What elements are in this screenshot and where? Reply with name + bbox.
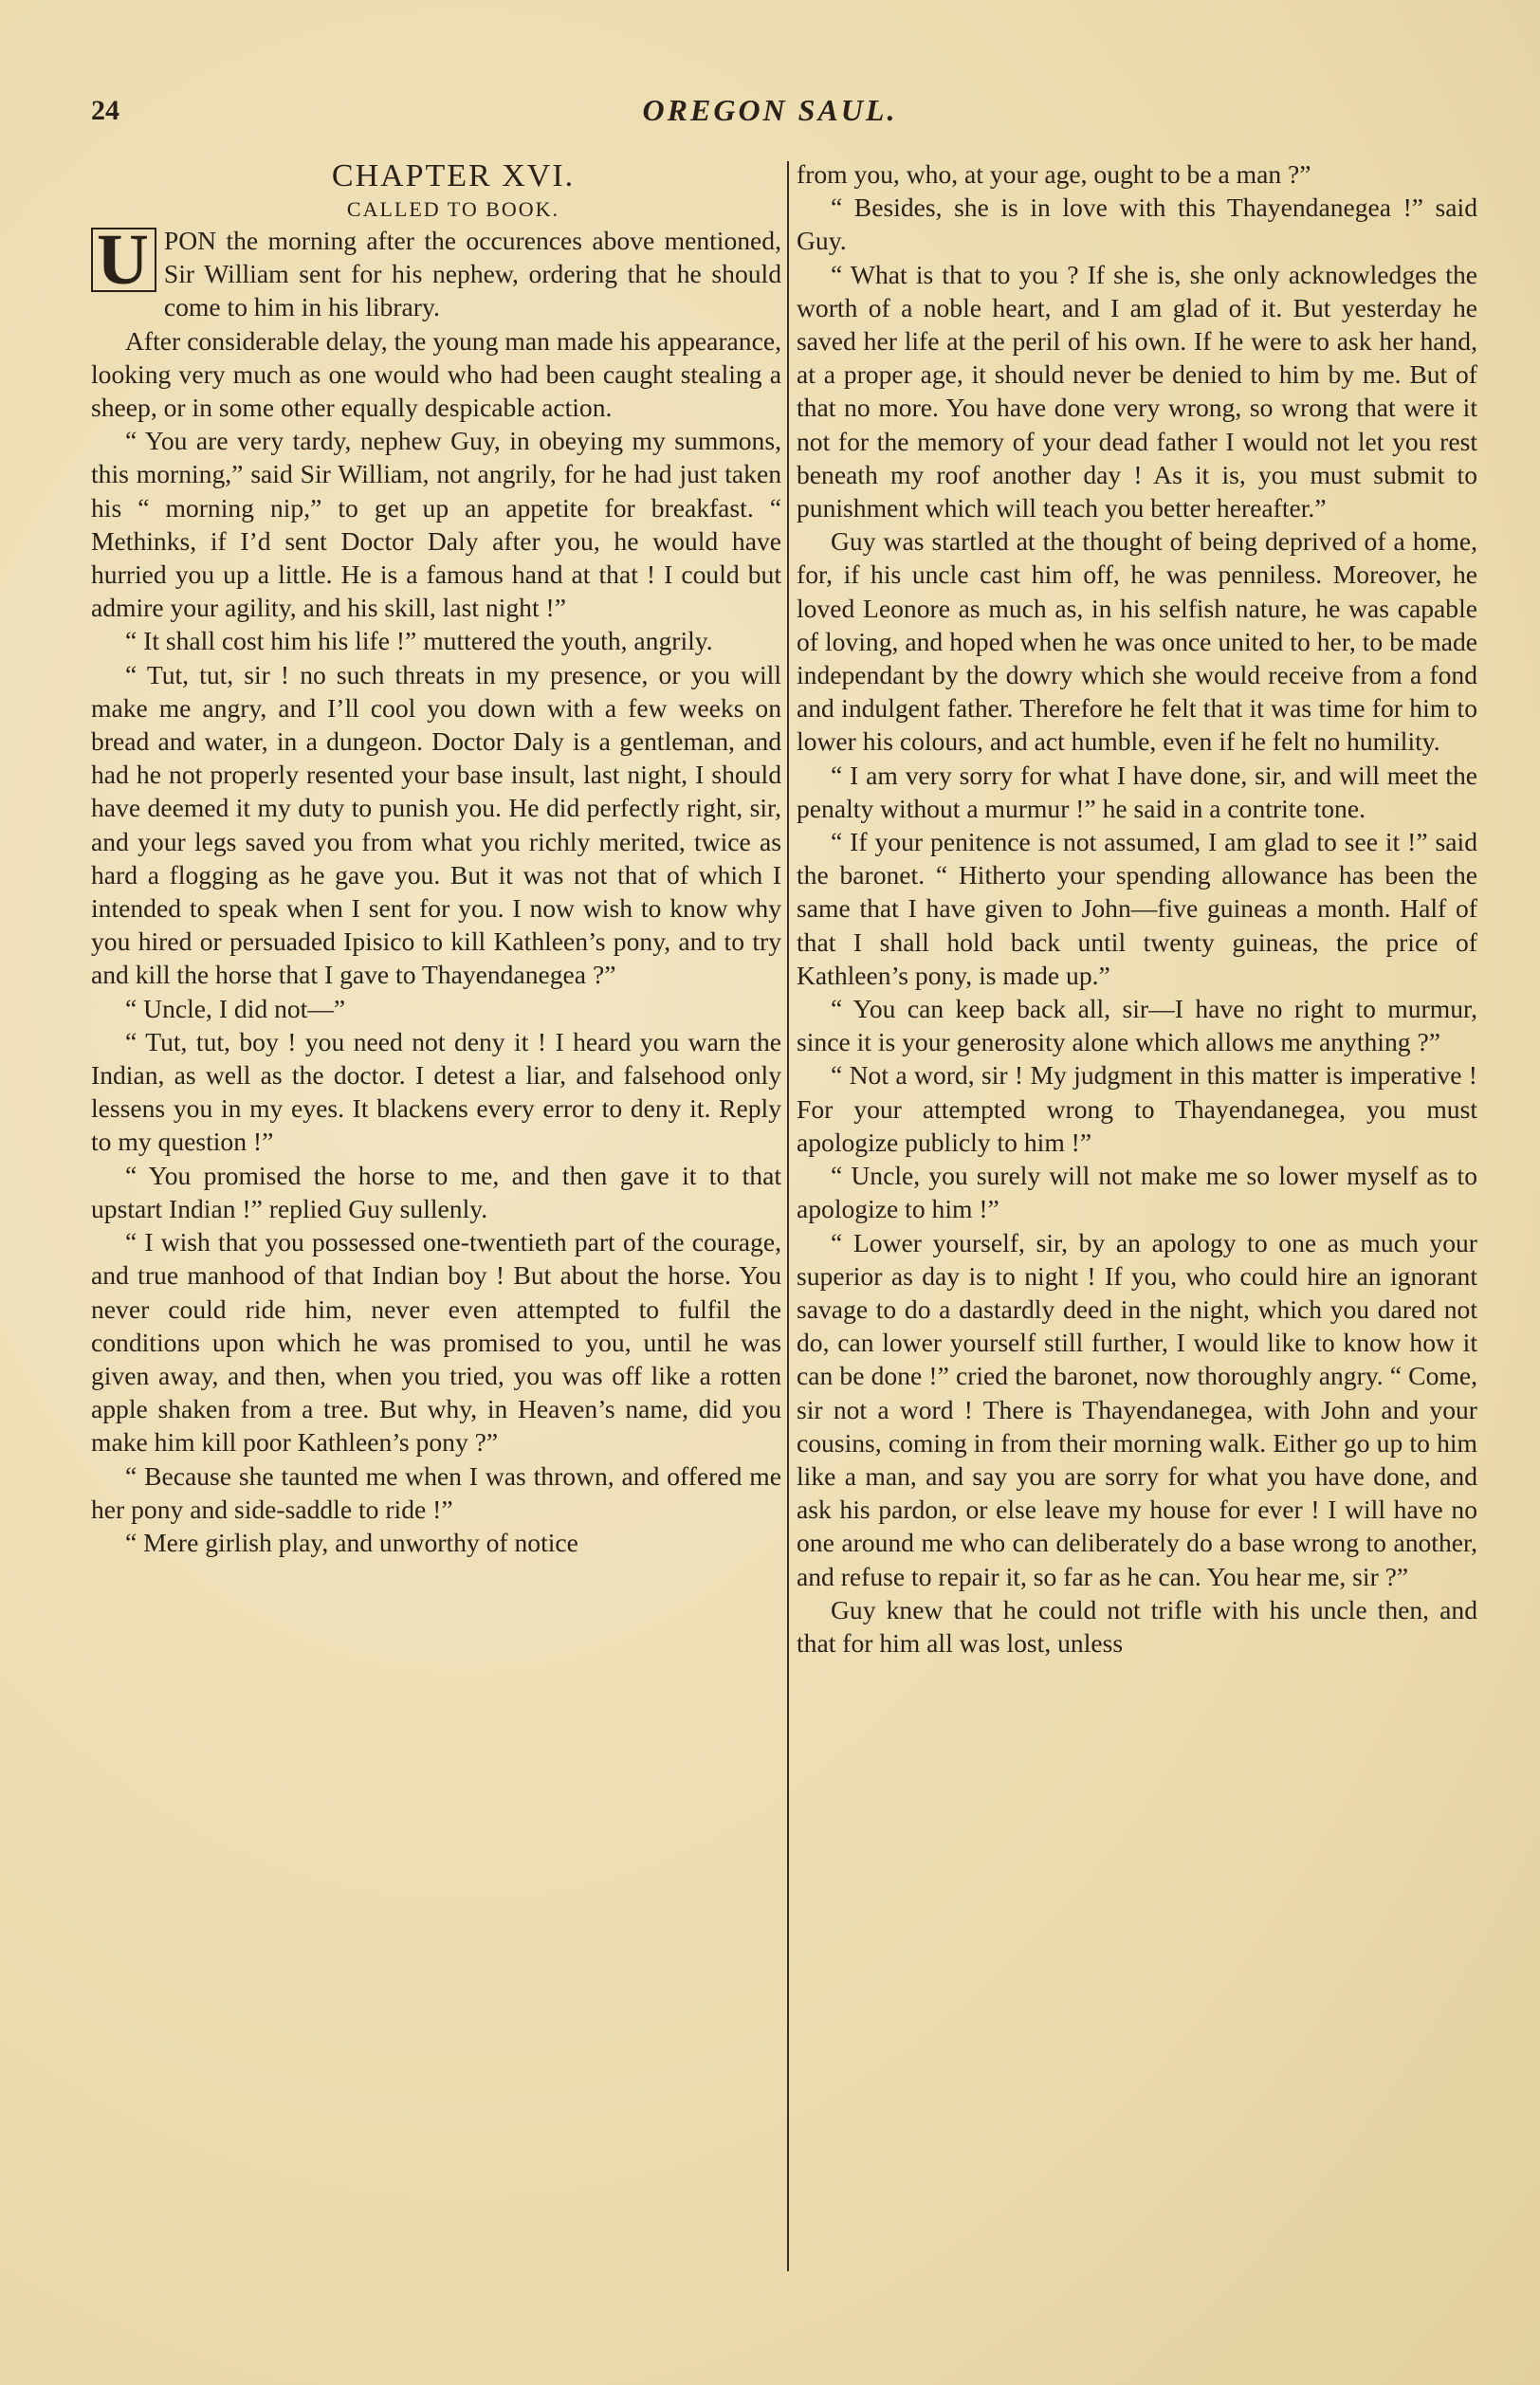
paragraph: “ Besides, she is in love with this Thayendanegea !” said Guy.: [797, 193, 1477, 256]
paragraph: “ It shall cost him his life !” muttered the youth, angrily.: [125, 626, 713, 656]
paragraph: “ I wish that you possessed one-twentieth part of the courage, and true manhood of that Indian boy ! But about the horse. You never could ride him, never even attempted to fulfil the conditions upon which he was promised to you, until he was given away, and then, when you tried, you was off like a rotten apple shaken from a tree. But why, in Heaven’s name, did you make him kill poor Kathleen’s pony ?”: [91, 1227, 781, 1458]
chapter-title: CHAPTER XVI.: [331, 158, 576, 193]
continuation-paragraph: from you, who, at your age, ought to be a man ?”: [797, 159, 1311, 189]
paragraph: “ What is that to you ? If she is, she only acknowledges the worth of a noble heart, and I am glad of it. But yesterday he saved her life at the peril of his own. If he were to ask her hand, at a proper age, it should never be denied to him by me. But of that no more. You have done very wrong, so wrong that were it not for the memory of your dead father I would not let you rest beneath my roof another day ! As it is, you must submit to punishment which will teach you better hereafter.”: [797, 259, 1477, 523]
paragraph: “ Tut, tut, sir ! no such threats in my presence, or you will make me angry, and I’ll cool you down with a few weeks on bread and water, in a dungeon. Doctor Daly is a gentleman, and had he not properly resented your base insult, last night, I should have deemed it my duty to punish you. He did perfectly right, sir, and your legs saved you from what you richly merited, twice as hard a flogging as he gave you. But it was not that of which I intended to speak when I sent for you. I now wish to know why you hired or persuaded Ipisico to kill Kathleen’s pony, and to try and kill the horse that I gave to Thayendanegea ?”: [91, 659, 781, 990]
paragraph: “ Uncle, you surely will not make me so lower myself as to apologize to him !”: [797, 1161, 1477, 1224]
paragraph: “ Uncle, I did not—”: [125, 993, 346, 1023]
paragraph: Guy knew that he could not trifle with his uncle then, and that for him all was lost, unless: [797, 1594, 1477, 1658]
opening-paragraph: [91, 220, 781, 324]
dropcap: U: [91, 228, 156, 292]
paragraph: “ I am very sorry for what I have done, sir, and will meet the penalty without a murmur !” he said in a contrite tone.: [797, 760, 1477, 823]
opening-text: PON the morning after the occurences above mentioned, Sir William sent for his nephew, ordering that he should come to him in his library.: [163, 226, 781, 322]
paragraph: Guy was startled at the thought of being deprived of a home, for, if his uncle cast him off, he was penniless. Moreover, he loved Leonore as much as, in his selfish nature, he was capable of loving, and hoped when he was once united to her, to be made independant by the dowry which she would receive from a fond and indulgent father. Therefore he felt that it was time for him to lower his colours, and act humble, even if he felt no humility.: [797, 526, 1477, 757]
page-number: 24: [91, 95, 119, 126]
paragraph: “ Because she taunted me when I was thrown, and offered me her pony and side-saddle to ride !”: [91, 1460, 781, 1524]
paragraph: “ Lower yourself, sir, by an apology to one as much your superior as day is to night ! If you, who could hire an ignorant savage to do a dastardly deed in the night, which you dared not do, can lower yourself still further, I would like to know how it can be done !” cried the baronet, now thoroughly angry. “ Come, sir not a word ! There is Thayendanegea, with John and your cousins, coming in from their morning walk. Either go up to him like a man, and say you are sorry for what you have done, and ask his pardon, or else leave my house for ever ! I will have no one around me who can deliberately do a base wrong to another, and refuse to repair it, so far as he can. You hear me, sir ?”: [797, 1227, 1477, 1591]
column-rule: [787, 161, 789, 2271]
paragraph: “ Mere girlish play, and unworthy of notice: [125, 1527, 578, 1557]
paragraph: “ Tut, tut, boy ! you need not deny it ! I heard you warn the Indian, as well as the doctor. I detest a liar, and falsehood only lessens you in my eyes. It blackens every error to deny it. Reply to my question !”: [91, 1026, 781, 1157]
chapter-subtitle: CALLED TO BOOK.: [346, 197, 560, 221]
paragraph: “ You are very tardy, nephew Guy, in obeying my summons, this morning,” said Sir William, not angrily, for he had just taken his “ morning nip,” to get up an appetite for breakfast. “ Methinks, if I’d sent Doctor Daly after you, he would have hurried you up a little. He is a famous hand at that ! I could but admire your agility, and his skill, last night !”: [91, 426, 781, 623]
paragraph: “ If your penitence is not assumed, I am glad to see it !” said the baronet. “ Hitherto your spending allowance has been the same that I have given to John—five guineas a month. Half of that I shall hold back until twenty guineas, the price of Kathleen’s pony, is made up.”: [797, 827, 1477, 990]
left-column: [91, 157, 781, 1559]
paragraph: “ Not a word, sir ! My judgment in this matter is imperative ! For your attempted wrong to Thayendanegea, you must apologize publicly to him !”: [797, 1060, 1477, 1157]
running-title: OREGON SAUL.: [642, 93, 898, 127]
right-column: [797, 157, 1477, 1660]
paragraph: After considerable delay, the young man made his appearance, looking very much as one would who had been caught stealing a sheep, or in some other equally despicable action.: [91, 325, 781, 423]
paragraph: “ You promised the horse to me, and then gave it to that upstart Indian !” replied Guy sullenly.: [91, 1160, 781, 1223]
paragraph: “ You can keep back all, sir—I have no right to murmur, since it is your generosity alone which allows me anything ?”: [797, 994, 1477, 1057]
